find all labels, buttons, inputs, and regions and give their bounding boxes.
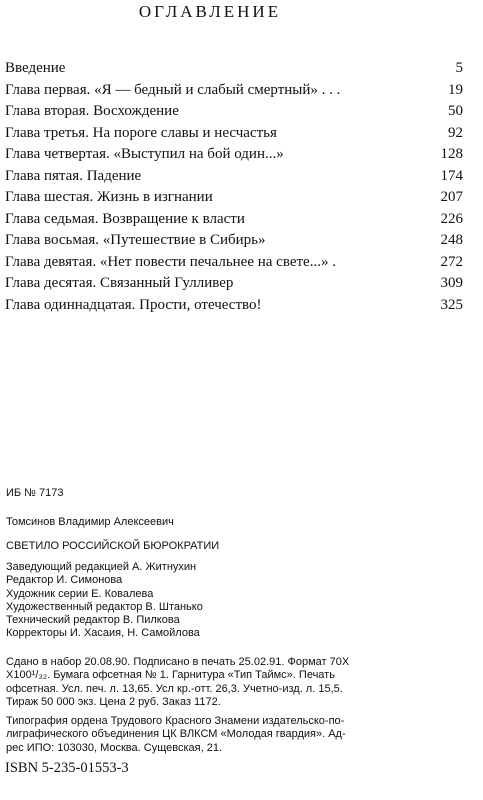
toc-row-chapter-1	[5, 80, 463, 102]
publisher-details	[6, 715, 476, 755]
print-line: Тираж 50 000 экз. Цена 2 руб. Заказ 1172.	[6, 695, 221, 708]
toc-row-chapter-7	[5, 209, 463, 231]
toc-row-chapter-10	[5, 273, 463, 295]
toc-label: Глава первая. «Я — бедный и слабый смертный» . . .	[5, 81, 341, 98]
print-line: офсетная. Усл. печ. л. 13,65. Усл кр.-отт. 26,3. Учетно-изд. л. 15,5.	[6, 682, 343, 695]
toc-page-number: 92	[448, 124, 463, 141]
toc-row-chapter-4	[5, 144, 463, 166]
table-of-contents	[5, 58, 463, 316]
toc-page-number: 272	[440, 253, 463, 270]
toc-row-chapter-5	[5, 166, 463, 188]
toc-title: ОГЛАВЛЕНИЕ	[138, 2, 282, 21]
toc-label: Введение	[5, 60, 66, 76]
toc-label: Глава третья. На пороге славы и несчастья	[5, 124, 277, 141]
ib-number: ИБ № 7173	[6, 487, 64, 499]
toc-row-chapter-8	[5, 230, 463, 252]
toc-label: Глава пятая. Падение	[5, 167, 142, 184]
toc-page-number: 248	[440, 232, 463, 248]
toc-row-chapter-6	[5, 187, 463, 209]
toc-page-number: 50	[448, 103, 463, 119]
toc-label: Глава одиннадцатая. Прости, отечество!	[5, 296, 262, 313]
book-title: СВЕТИЛО РОССИЙСКОЙ БЮРОКРАТИИ	[6, 540, 220, 552]
toc-page-number: 309	[440, 275, 463, 291]
toc-page-number: 174	[440, 167, 463, 184]
toc-label: Глава четвертая. «Выступил на бой один...»	[5, 146, 284, 162]
toc-row-introduction	[5, 58, 463, 80]
toc-label: Глава десятая. Связанный Гулливер	[5, 275, 234, 291]
toc-row-chapter-3	[5, 123, 463, 145]
toc-row-chapter-11	[5, 295, 463, 317]
toc-label: Глава восьмая. «Путешествие в Сибирь»	[5, 232, 266, 248]
publisher-line: Типография ордена Трудового Красного Знамени издательско-по-	[6, 715, 345, 727]
author-name: Томсинов Владимир Алексеевич	[6, 516, 174, 528]
staff-line: Редактор И. Симонова	[6, 574, 123, 587]
print-line: Х100¹/₃₂. Бумага офсетная № 1. Гарнитура «Тип Таймс». Печать	[6, 669, 335, 682]
staff-line: Художник серии Е. Ковалева	[6, 587, 154, 600]
toc-page-number: 5	[455, 60, 463, 76]
toc-label: Глава седьмая. Возвращение к власти	[5, 210, 245, 227]
toc-page-number: 325	[440, 296, 463, 313]
staff-line: Художественный редактор В. Штанько	[6, 600, 203, 613]
print-line: Сдано в набор 20.08.90. Подписано в печать 25.02.91. Формат 70Х	[6, 656, 350, 668]
publisher-line: рес ИПО: 103030, Москва. Сущевская, 21.	[6, 741, 222, 754]
toc-page-number: 19	[448, 81, 463, 98]
toc-label: Глава девятая. «Нет повести печальнее на свете...» .	[5, 253, 336, 270]
toc-page-number: 207	[440, 189, 463, 205]
staff-line: Корректоры И. Хасаия, Н. Самойлова	[6, 627, 200, 640]
toc-label: Глава вторая. Восхождение	[5, 103, 179, 119]
toc-row-chapter-2	[5, 101, 463, 123]
staff-line: Технический редактор В. Пилкова	[6, 614, 180, 627]
isbn: ISBN 5-235-01553-3	[5, 760, 129, 776]
staff-line: Заведующий редакцией А. Житнухин	[6, 561, 197, 573]
toc-row-chapter-9	[5, 252, 463, 274]
print-details	[6, 656, 476, 709]
publisher-line: лиграфического объединения ЦК ВЛКСМ «Молодая гвардия». Ад-	[6, 728, 346, 741]
toc-label: Глава шестая. Жизнь в изгнании	[5, 189, 213, 205]
toc-page-number: 128	[440, 146, 463, 162]
toc-page-number: 226	[440, 210, 463, 227]
editorial-staff	[6, 561, 476, 641]
